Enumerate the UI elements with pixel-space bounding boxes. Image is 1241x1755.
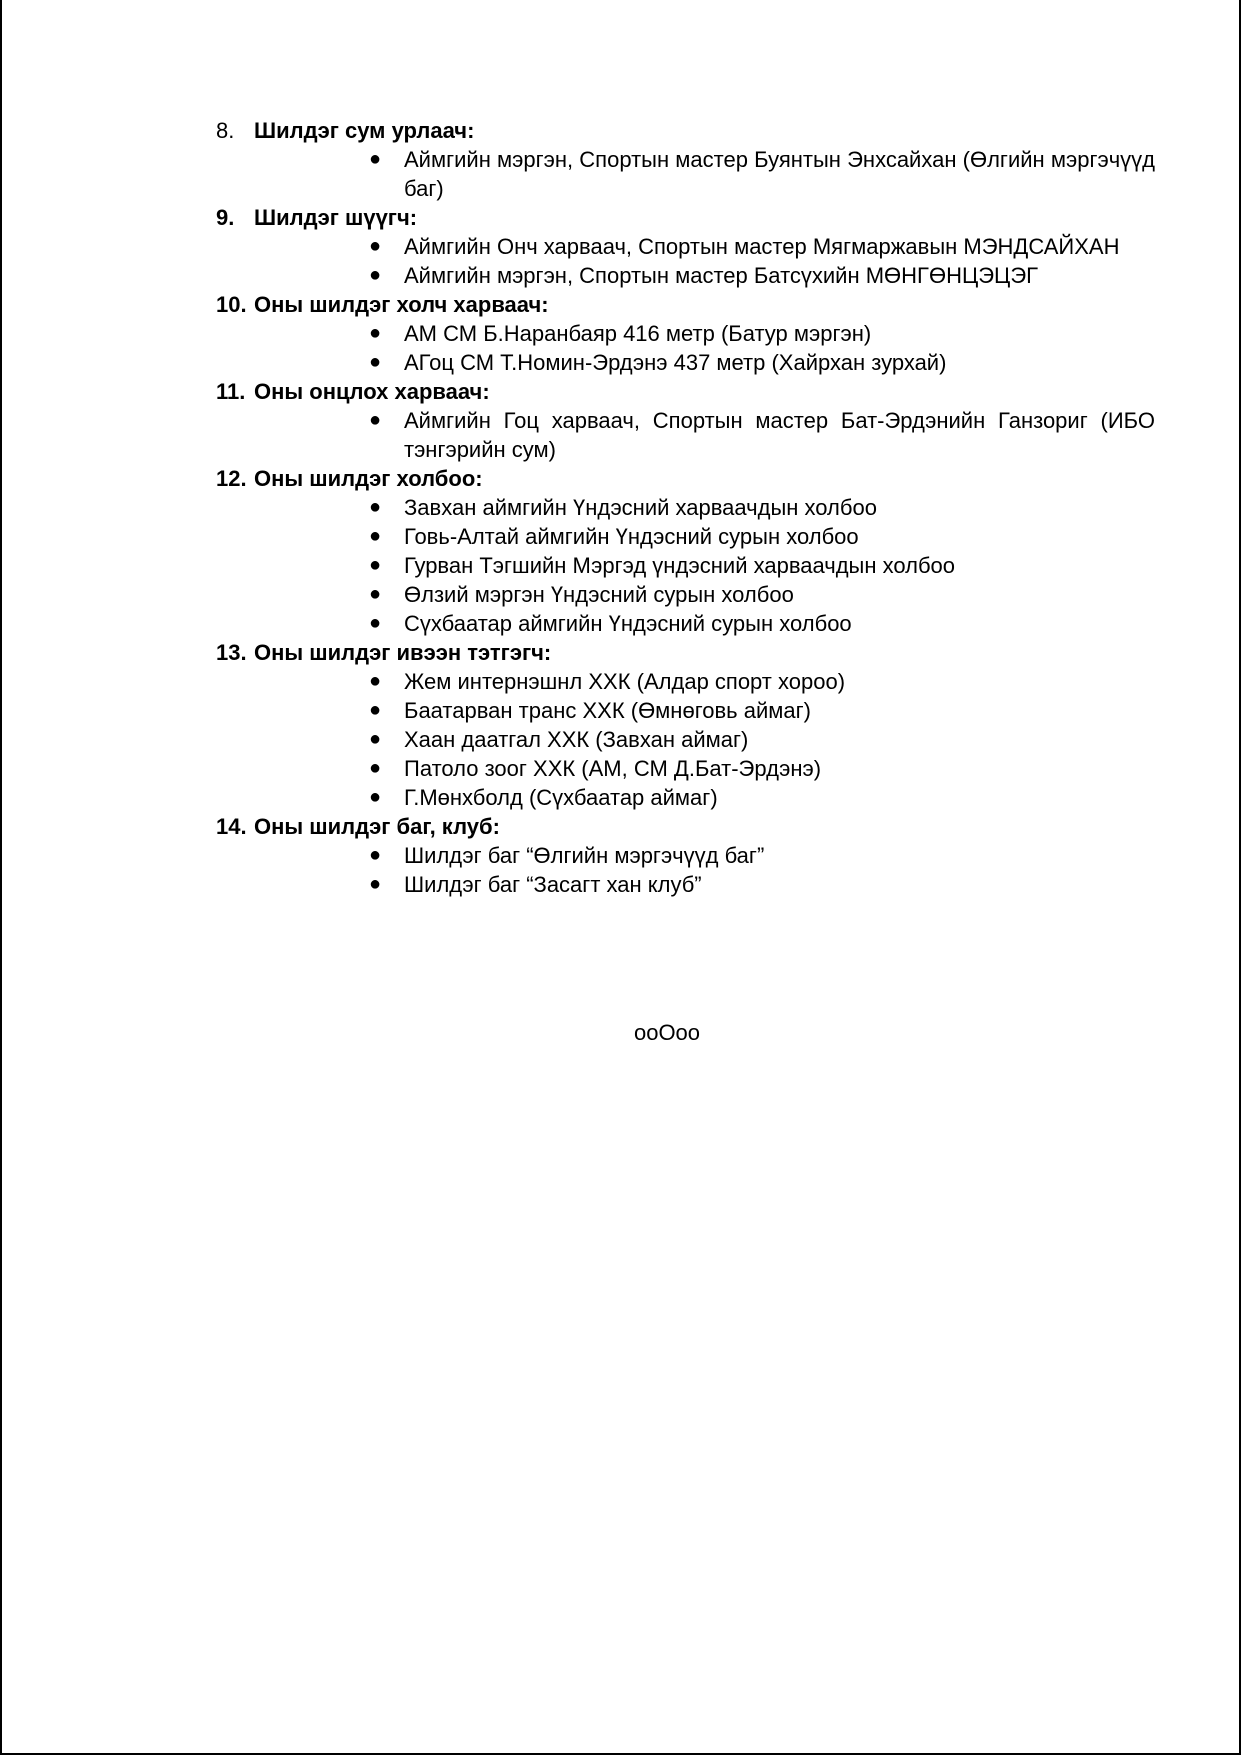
section-items [216, 406, 1155, 464]
list-item [216, 783, 1155, 812]
list-item-text: Завхан аймгийн Үндэсний харваачдын холбоо [404, 495, 877, 520]
section-items [216, 319, 1155, 377]
bullet-icon: ● [368, 757, 382, 779]
list-item [216, 261, 1155, 290]
list-item [216, 406, 1155, 464]
section-number: 9. [216, 205, 235, 230]
section-8 [216, 116, 1155, 203]
list-item-text: Патоло зоог ХХК (АМ, СМ Д.Бат-Эрдэнэ) [404, 756, 822, 781]
list-item [216, 145, 1155, 203]
list-item-text: Аймгийн Гоц харваач, Спортын мастер Бат-Эрдэнийн Ганзориг (ИБО тэнгэрийн сум) [404, 408, 1155, 462]
list-item-text: АМ СМ Б.Наранбаяр 416 метр (Батур мэргэн) [404, 321, 872, 346]
bullet-icon: ● [368, 786, 382, 808]
bullet-icon: ● [368, 148, 382, 170]
list-item-text: Сүхбаатар аймгийн Үндэсний сурын холбоо [404, 611, 852, 636]
section-number: 13. [216, 640, 247, 665]
list-item [216, 319, 1155, 348]
list-item [216, 522, 1155, 551]
bullet-icon: ● [368, 699, 382, 721]
list-item [216, 232, 1155, 261]
section-14 [216, 812, 1155, 899]
bullet-icon: ● [368, 844, 382, 866]
bullet-icon: ● [368, 525, 382, 547]
list-item-text: Аймгийн Онч харваач, Спортын мастер Мягмаржавын МЭНДСАЙХАН [404, 234, 1120, 259]
list-item-text: Гурван Тэгшийн Мэргэд үндэсний харваачдын холбоо [404, 553, 956, 578]
bullet-icon: ● [368, 554, 382, 576]
section-number: 10. [216, 292, 247, 317]
bullet-icon: ● [368, 728, 382, 750]
section-13 [216, 638, 1155, 812]
section-heading [216, 203, 1155, 232]
section-number: 11. [216, 379, 246, 404]
list-item-text: Говь-Алтай аймгийн Үндэсний сурын холбоо [404, 524, 859, 549]
section-title: Оны шилдэг ивээн тэтгэгч: [254, 640, 552, 665]
list-item-text: Г.Мөнхболд (Сүхбаатар аймаг) [404, 785, 718, 810]
section-items [216, 841, 1155, 899]
list-item-text: Жем интернэшнл ХХК (Алдар спорт хороо) [404, 669, 846, 694]
section-heading [216, 290, 1155, 319]
list-item-text: Өлзий мэргэн Үндэсний сурын холбоо [404, 582, 794, 607]
list-item [216, 754, 1155, 783]
section-title: Оны онцлох харваач: [254, 379, 490, 404]
bullet-icon: ● [368, 264, 382, 286]
section-number: 8. [216, 118, 235, 143]
section-items [216, 667, 1155, 812]
awards-list [216, 116, 1155, 899]
list-item-text: Баатарван транс ХХК (Өмнөговь аймаг) [404, 698, 811, 723]
section-title: Шилдэг сум урлаач: [254, 118, 475, 143]
section-title: Оны шилдэг холч харваач: [254, 292, 549, 317]
bullet-icon: ● [368, 235, 382, 257]
list-item-text: АГоц СМ Т.Номин-Эрдэнэ 437 метр (Хайрхан зурхай) [404, 350, 947, 375]
section-10 [216, 290, 1155, 377]
list-item-text: Шилдэг баг “Өлгийн мэргэчүүд баг” [404, 843, 765, 868]
list-item [216, 609, 1155, 638]
list-item [216, 696, 1155, 725]
section-12 [216, 464, 1155, 638]
section-items [216, 493, 1155, 638]
closing-ornament: ooOoo [633, 1020, 701, 1045]
section-heading [216, 377, 1155, 406]
section-9 [216, 203, 1155, 290]
list-item-text: Хаан даатгал ХХК (Завхан аймаг) [404, 727, 749, 752]
list-item-text: Аймгийн мэргэн, Спортын мастер Батсүхийн МӨНГӨНЦЭЦЭГ [404, 263, 1039, 288]
list-item [216, 667, 1155, 696]
list-item [216, 551, 1155, 580]
section-items [216, 145, 1155, 203]
bullet-icon: ● [368, 873, 382, 895]
list-item [216, 493, 1155, 522]
section-heading [216, 812, 1155, 841]
bullet-icon: ● [368, 409, 382, 431]
bullet-icon: ● [368, 612, 382, 634]
bullet-icon: ● [368, 670, 382, 692]
bullet-icon: ● [368, 583, 382, 605]
section-heading [216, 116, 1155, 145]
list-item-text: Шилдэг баг “Засагт хан клуб” [404, 872, 702, 897]
bullet-icon: ● [368, 351, 382, 373]
list-item [216, 841, 1155, 870]
section-number: 12. [216, 466, 247, 491]
section-title: Оны шилдэг холбоо: [254, 466, 483, 491]
section-11 [216, 377, 1155, 464]
list-item [216, 870, 1155, 899]
list-item [216, 580, 1155, 609]
bullet-icon: ● [368, 496, 382, 518]
section-title: Оны шилдэг баг, клуб: [254, 814, 500, 839]
section-heading [216, 638, 1155, 667]
list-item-text: Аймгийн мэргэн, Спортын мастер Буянтын Энхсайхан (Өлгийн мэргэчүүд баг) [404, 147, 1155, 201]
bullet-icon: ● [368, 322, 382, 344]
section-items [216, 232, 1155, 290]
section-title: Шилдэг шүүгч: [254, 205, 418, 230]
list-item [216, 348, 1155, 377]
section-heading [216, 464, 1155, 493]
list-item [216, 725, 1155, 754]
section-number: 14. [216, 814, 247, 839]
